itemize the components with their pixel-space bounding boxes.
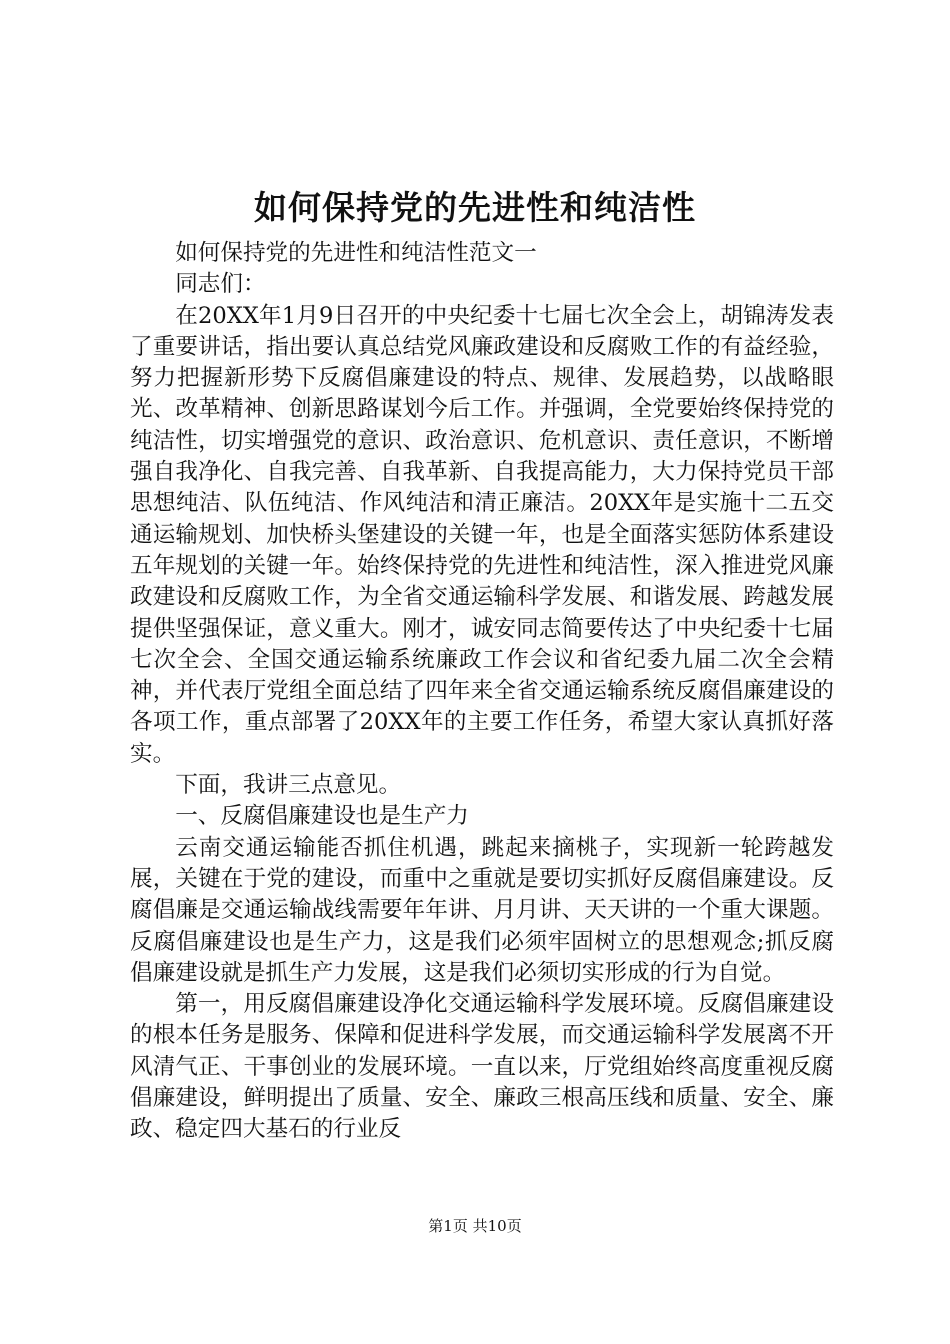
- paragraph-intro: 在20XX年1月9日召开的中央纪委十七届七次全会上，胡锦涛发表了重要讲话，指出要认真总结党风廉政建设和反腐败工作的有益经验，努力把握新形势下反腐倡廉建设的特点、规律、发展趋势，以战略眼光、改革精神、创新思路谋划今后工作。并强调，全党要始终保持党的纯洁性，切实增强党的意识、政治意识、危机意识、责任意识，不断增强自我净化、自我完善、自我革新、自我提高能力，大力保持党员干部思想纯洁、队伍纯洁、作风纯洁和清正廉洁。20XX年是实施十二五交通运输规划、加快桥头堡建设的关键一年，也是全面落实惩防体系建设五年规划的关键一年。始终保持党的先进性和纯洁性，深入推进党风廉政建设和反腐败工作，为全省交通运输科学发展、和谐发展、跨越发展提供坚强保证，意义重大。刚才，诚安同志简要传达了中央纪委十七届七次全会、全国交通运输系统廉政工作会议和省纪委九届二次全会精神，并代表厅党组全面总结了四年来全省交通运输系统反腐倡廉建设的各项工作，重点部署了20XX年的主要工作任务，希望大家认真抓好落实。: [130, 302, 834, 767]
- paragraph-section-1: 云南交通运输能否抓住机遇，跳起来摘桃子，实现新一轮跨越发展，关键在于党的建设，而重中之重就是要切实抓好反腐倡廉建设。反腐倡廉是交通运输战线需要年年讲、月月讲、天天讲的一个重大课题。反腐倡廉建设也是生产力，这是我们必须牢固树立的思想观念;抓反腐倡廉建设就是抓生产力发展，这是我们必须切实形成的行为自觉。: [130, 834, 834, 986]
- document-title: 如何保持党的先进性和纯洁性: [254, 188, 696, 227]
- paragraph-salutation: 同志们：: [175, 271, 266, 298]
- page-footer: 第1页 共10页: [428, 1217, 522, 1235]
- document-body: [130, 238, 834, 1146]
- section-heading-1: 一、反腐倡廉建设也是生产力: [175, 803, 469, 830]
- paragraph-first-point: 第一，用反腐倡廉建设净化交通运输科学发展环境。反腐倡廉建设的根本任务是服务、保障和促进科学发展，而交通运输科学发展离不开风清气正、干事创业的发展环境。一直以来，厅党组始终高度重视反腐倡廉建设，鲜明提出了质量、安全、廉政三根高压线和质量、安全、廉政、稳定四大基石的行业反: [130, 991, 834, 1143]
- paragraph-subtitle: 如何保持党的先进性和纯洁性范文一: [175, 240, 537, 266]
- paragraph-points-intro: 下面，我讲三点意见。: [175, 772, 402, 799]
